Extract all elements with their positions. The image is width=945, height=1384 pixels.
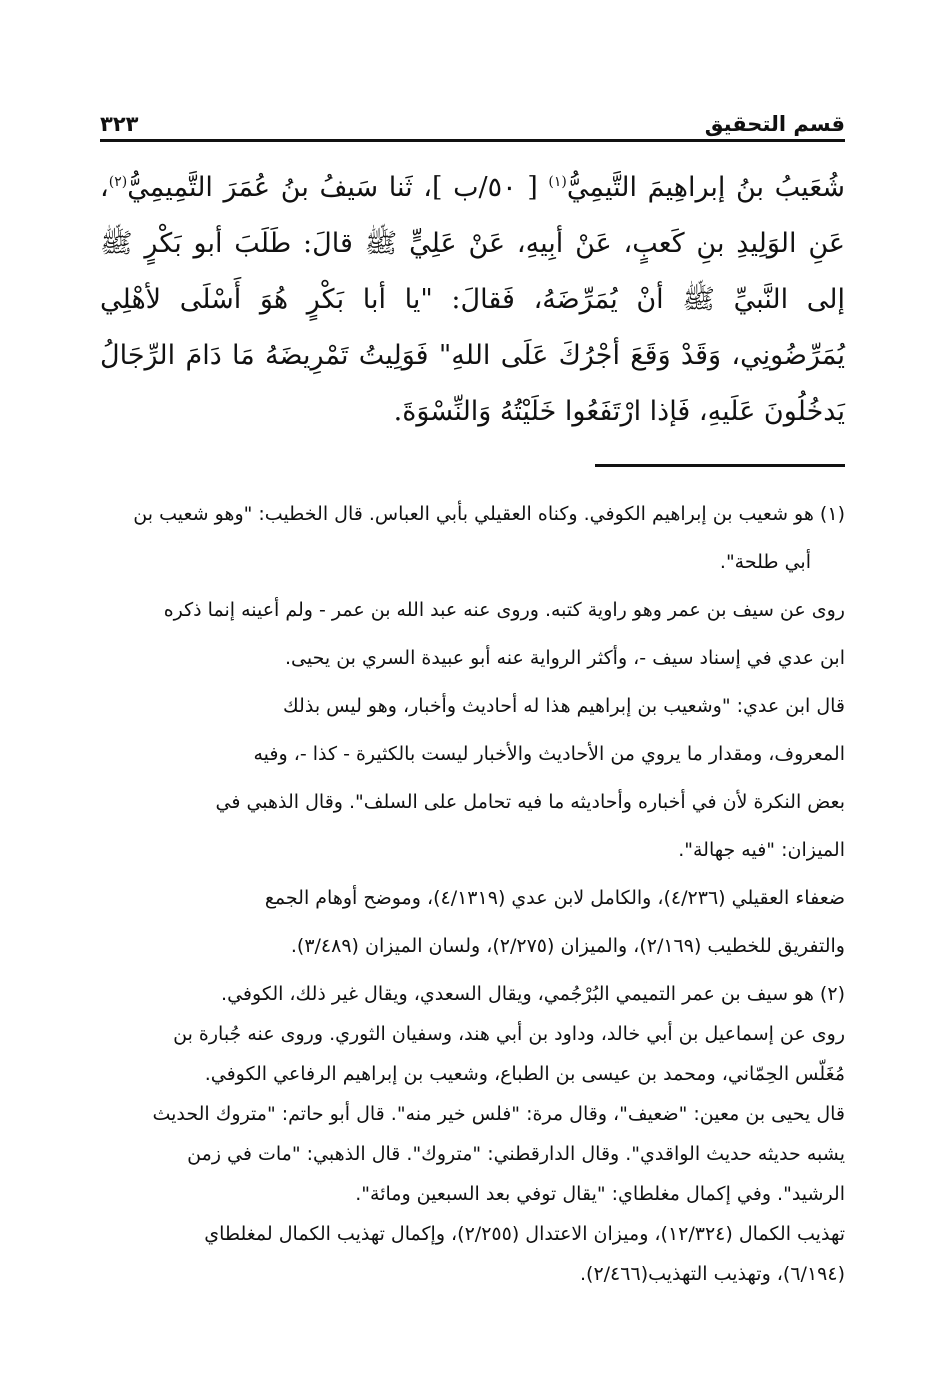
main-text bbox=[100, 160, 845, 440]
section-title: قسم التحقيق bbox=[704, 112, 845, 136]
footnote-ref-1: (١) bbox=[548, 174, 567, 190]
footnote-line: الرشيد". وفي إكمال مغلطاي: "يقال توفي بعد السبعين ومائة". bbox=[355, 1183, 845, 1205]
footnote-line: قال ابن عدي: "وشعيب بن إبراهيم هذا له أحاديث وأخبار، وهو ليس بذلك bbox=[283, 695, 845, 717]
footnote-line: الميزان: "فيه جهالة". bbox=[678, 839, 845, 861]
page-number: ٣٢٣ bbox=[100, 112, 139, 136]
main-segment: ، عَنِ الوَلِيدِ بنِ كَعبٍ، عَنْ أبِيهِ، عَنْ عَلِيٍّ ﷺ قالَ: طَلَبَ أبو بَكْرٍ ﷺ إلى النَّبيِّ ﷺ أنْ يُمَرِّضَهُ، فَقالَ: "يا أبا بَكْرٍ هُوَ أَسْلَى لأهْلِي يُمَرِّضُونِي، وَقَدْ وَقَعَ أجْرُكَ عَلَى اللهِ" فَوَلِيتُ تَمْرِيضَهُ مَا دَامَ الرِّجَالُ يَدخُلُونَ عَلَيهِ، فَإذا ارْتَفَعُوا خَلَيْتُهُ وَالنِّسْوَةَ. bbox=[100, 172, 845, 427]
footnote-divider bbox=[595, 464, 845, 467]
footnotes bbox=[100, 490, 845, 1294]
footnote-line: المعروف، ومقدار ما يروي من الأحاديث والأخبار ليست بالكثيرة - كذا -، وفيه bbox=[253, 743, 845, 765]
footnote-line: ضعفاء العقيلي (٤/٢٣٦)، والكامل لابن عدي (٤/١٣١٩)، وموضح أوهام الجمع bbox=[264, 887, 845, 909]
header-divider bbox=[100, 139, 845, 142]
footnote-line: تهذيب الكمال (١٢/٣٢٤)، وميزان الاعتدال (٢/٢٥٥)، وإكمال تهذيب الكمال لمغلطاي bbox=[204, 1223, 845, 1245]
footnote-2 bbox=[100, 974, 845, 1294]
footnote-line: روى عن إسماعيل بن أبي خالد، وداود بن أبي هند، وسفيان الثوري. وروى عنه جُبارة بن bbox=[173, 1023, 845, 1045]
footnote-line: والتفريق للخطيب (٢/١٦٩)، والميزان (٢/٢٧٥)، ولسان الميزان (٣/٤٨٩). bbox=[290, 935, 845, 957]
footnote-line: أبي طلحة". bbox=[719, 551, 811, 573]
footnote-line: (١) هو شعيب بن إبراهيم الكوفي. وكناه العقيلي بأبي العباس. قال الخطيب: "وهو شعيب بن bbox=[133, 503, 845, 525]
main-segment: [ ٥٠/ب ]، ثَنا سَيفُ بنُ عُمَرَ التَّمِيمِيُّ bbox=[127, 172, 549, 203]
footnote-line: روى عن سيف بن عمر وهو راوية كتبه. وروى عنه عبد الله بن عمر - ولم أعينه إنما ذكره bbox=[163, 599, 845, 621]
footnote-line: بعض النكرة لأن في أخباره وأحاديثه ما فيه تحامل على السلف". وقال الذهبي في bbox=[215, 791, 845, 813]
footnote-line: مُغَلّس الحِمّاني، ومحمد بن عيسى بن الطباع، وشعيب بن إبراهيم الرفاعي الكوفي. bbox=[204, 1063, 845, 1085]
footnote-line: يشبه حديثه حديث الواقدي". وقال الدارقطني: "متروك". قال الذهبي: "مات في زمن bbox=[187, 1143, 845, 1165]
footnote-line: (٢) هو سيف بن عمر التميمي البُرْجُمي، ويقال السعدي، ويقال غير ذلك، الكوفي. bbox=[221, 983, 845, 1005]
page-header bbox=[100, 96, 845, 136]
footnote-ref-2: (٢) bbox=[108, 174, 128, 190]
footnote-line: (٦/١٩٤)، وتهذيب التهذيب(٢/٤٦٦). bbox=[580, 1263, 845, 1285]
main-paragraph bbox=[100, 160, 845, 440]
footnote-line: قال يحيى بن معين: "ضعيف"، وقال مرة: "فلس خير منه". قال أبو حاتم: "متروك الحديث bbox=[152, 1103, 845, 1125]
footnote-line: ابن عدي في إسناد سيف -، وأكثر الرواية عنه أبو عبيدة السري بن يحيى. bbox=[285, 647, 845, 669]
main-segment: شُعَيبُ بنُ إبراهِيمَ التَّيمِيُّ bbox=[566, 172, 845, 203]
footnote-1 bbox=[100, 490, 845, 970]
